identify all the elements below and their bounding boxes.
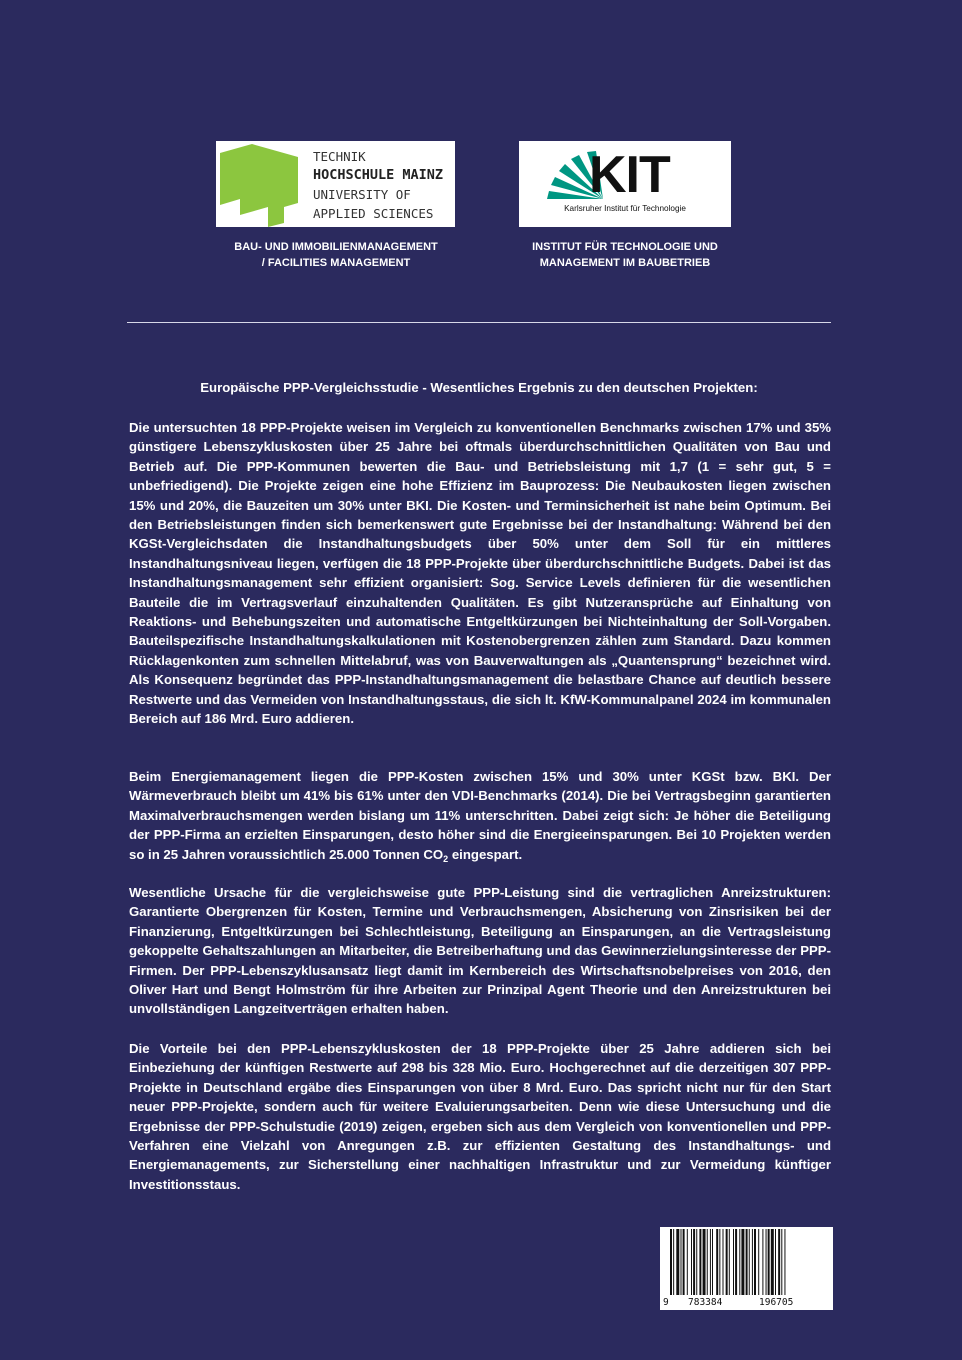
kit-wordmark: KIT <box>589 146 670 204</box>
barcode-group2: 196705 <box>759 1297 794 1308</box>
paragraph-energy-text: Beim Energiemanagement liegen die PPP-Kosten zwischen 15% und 30% unter KGSt bzw. BKI. Der Wärmeverbrauch bleibt um 41% bis 61% unter den VDI-Benchmarks (2014). Die bei Vertragsbeginn garantierten Maximalverbrauchsmengen werden bislang um 11% unterschritten. Dabei zeigt sich: Je höher die Beteiligung der PPP-Firma an erzielten Einsparungen, desto höher sind die Energieeinsparungen. Bei 10 Projekten werden so in 25 Jahren voraussichtlich 25.000 Tonnen CO <box>129 769 831 862</box>
paragraph-energy <box>129 767 831 864</box>
kit-caption-line2: MANAGEMENT IM BAUBETRIEB <box>539 256 711 269</box>
paragraph-results: Die untersuchten 18 PPP-Projekte weisen im Vergleich zu konventionellen Benchmarks zwischen 17% und 35% günstigere Lebenszykluskosten über 25 Jahre bei oftmals überdurchschnittlichen Qualitäten von Bau und Betrieb auf. Die PPP-Kommunen bewerten die Bau- und Betriebsleistung mit 1,7 (1 = sehr gut, 5 = unbefriedigend). Die Projekte zeigen eine hohe Effizienz im Bauprozess: Die Neubaukosten liegen zwischen 15% und 20%, die Bauzeiten um 30% unter BKI. Die Kosten- und Terminsicherheit ist nahe beim Optimum. Bei den Betriebsleistungen finden sich bemerkenswert gute Ergebnisse bei der Instandhaltung: Während bei den KGSt-Vergleichsdaten die Instandhaltungsbudgets über 50% unter dem Soll für ein mittleres Instandhaltungsniveau liegen, verfügen die 18 PPP-Projekte über überdurchschnittliche Budgets. Dabei ist das Instandhaltungsmanagement sehr effizient organisiert: Sog. Service Levels definieren für die wesentlichen Bauteile die im Vertragsverlauf einzuhaltenden Qualitäten. Es gibt Nutzeransprüche auf Einhaltung von Reaktions- und Behebungszeiten und automatische Entgeltkürzungen bei Nichteinhaltung der Soll-Vorgaben. Bauteilspezifische Instandhaltungskalkulationen mit Kostenobergrenzen zählen zum Standard. Dazu kommen Rücklagenkonten zum schnellen Mittelabruf, was von Bauverwaltungen als „Quantensprung“ bezeichnet wird. Als Konsequenz begründet das PPP-Instandhaltungsmanagement die belastbare Chance auf deutlich bessere Restwerte und das Vermeiden von Instandhaltungsstaus, die sich lt. KfW-Kommunalpanel 2024 im kommunalen Bereich auf 186 Mrd. Euro addieren. <box>129 420 831 727</box>
hochschule-line-name: HOCHSCHULE MAINZ <box>313 167 444 183</box>
kit-caption <box>505 240 745 271</box>
hochschule-caption-line2: / FACILITIES MANAGEMENT <box>261 256 411 269</box>
hochschule-building-icon <box>216 141 306 227</box>
paragraph-incentives: Wesentliche Ursache für die vergleichsweise gute PPP-Leistung sind die vertraglichen Anreizstrukturen: Garantierte Obergrenzen für Kosten, Termine und Verbrauchsmengen, Absicherung von Zinsrisiken bei der Finanzierung, Entgeltkürzungen bei Schlechtleistung, Beteiligung an Einsparungen, an die Vertragsleistung gekoppelte Gehaltszahlungen an Mitarbeiter, die Betreiberhaftung und das Gewinnerzielungsinteresse der PPP-Firmen. Der PPP-Lebenszyklusansatz liegt damit im Kernbereich des Wirtschaftsnobelpreises von 2016, den Oliver Hart und Bengt Holmström für ihre Arbeiten zur Prinzipal Agent Theorie und den Anreizstrukturen bei unvollständigen Langzeitverträgen erhalten haben. <box>129 885 831 1017</box>
kit-subtitle: Karlsruher Institut für Technologie <box>564 204 686 213</box>
co2-subscript: 2 <box>443 853 449 864</box>
hochschule-line-technik: TECHNIK <box>313 149 366 164</box>
hochschule-caption <box>206 240 466 271</box>
kit-caption-line1: INSTITUT FÜR TECHNOLOGIE UND <box>532 241 718 253</box>
kit-logo <box>519 141 731 227</box>
hochschule-caption-line1: BAU- UND IMMOBILIENMANAGEMENT <box>234 241 438 253</box>
paragraph-energy-end: eingespart. <box>448 846 523 862</box>
paragraph-advantages: Die Vorteile bei den PPP-Lebenszykluskosten der 18 PPP-Projekte über 25 Jahre addieren sich bei Einbeziehung der künftigen Restwerte auf 298 bis 328 Mio. Euro. Hochgerechnet auf die derzeitigen 307 PPP-Projekte in Deutschland ergäbe dies Einsparungen von über 8 Mrd. Euro. Das spricht nicht nur für den Start neuer PPP-Projekte, sondern auch für weitere Evaluierungsarbeiten. Denn wie diese Untersuchung und die Ergebnisse der PPP-Schulstudie (2019) zeigen, ergeben sich aus dem Vergleich von konventionellen und PPP-Verfahren eine Vielzahl von Anregungen z.B. zur effizienten Gestaltung des Instandhaltungs- und Energiemanagements, zur Sicherstellung einer nachhaltigen Infrastruktur und zur Vermeidung künftiger Investitionsstaus. <box>129 1041 831 1192</box>
hochschule-wordmark <box>313 147 443 223</box>
hochschule-line-university: UNIVERSITY OF <box>313 187 411 202</box>
hochschule-line-applied: APPLIED SCIENCES <box>313 206 434 221</box>
divider-rule <box>127 322 831 323</box>
hochschule-mainz-logo <box>216 141 455 227</box>
study-heading: Europäische PPP-Vergleichsstudie - Wesentliches Ergebnis zu den deutschen Projekten: <box>200 380 758 395</box>
barcode-bars-icon <box>666 1229 826 1295</box>
barcode-first-digit: 9 <box>663 1297 669 1308</box>
isbn-barcode <box>660 1227 833 1310</box>
barcode-group1: 783384 <box>688 1297 723 1308</box>
